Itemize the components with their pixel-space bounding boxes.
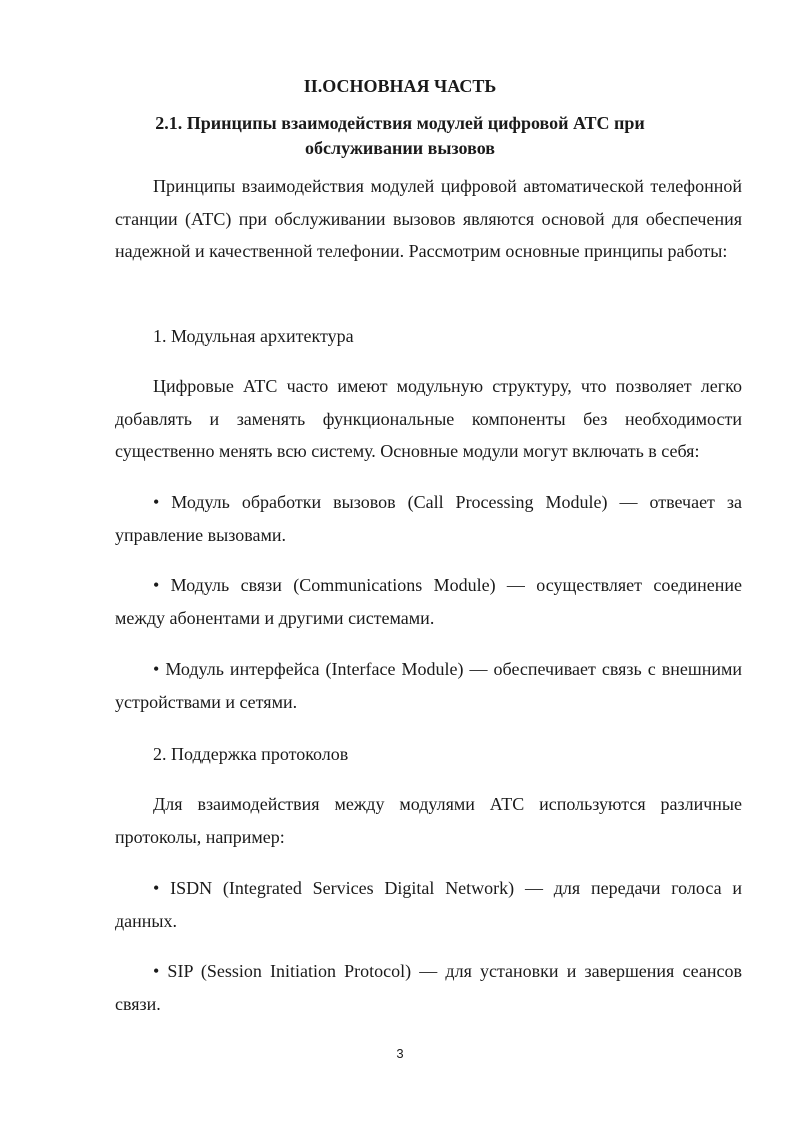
page-number: 3 bbox=[396, 1046, 404, 1061]
subsection-title: 2.1. Принципы взаимодействия модулей цифровой АТС при обслуживании вызовов bbox=[155, 113, 645, 158]
section-title: II.ОСНОВНАЯ ЧАСТЬ bbox=[303, 76, 497, 96]
bullet-call-processing: • Модуль обработки вызовов (Call Processing Module) — отвечает за управление вызовами. bbox=[115, 492, 742, 545]
heading-modular-architecture: 1. Модульная архитектура bbox=[153, 326, 354, 346]
bullet-isdn: • ISDN (Integrated Services Digital Network) — для передачи голоса и данных. bbox=[115, 878, 742, 931]
heading-protocol-support: 2. Поддержка протоколов bbox=[153, 744, 349, 764]
protocols-paragraph: Для взаимодействия между модулями АТС используются различные протоколы, например: bbox=[115, 794, 742, 847]
intro-paragraph: Принципы взаимодействия модулей цифровой автоматической телефонной станции (АТС) при обслуживании вызовов являются основой для обеспечения надежной и качественной телефонии. Рассмотрим основные принципы работы: bbox=[115, 176, 742, 261]
bullet-communications: • Модуль связи (Communications Module) — осуществляет соединение между абонентами и другими системами. bbox=[115, 575, 742, 628]
bullet-interface: • Модуль интерфейса (Interface Module) — обеспечивает связь с внешними устройствами и сетями. bbox=[115, 659, 742, 712]
bullet-sip: • SIP (Session Initiation Protocol) — для установки и завершения сеансов связи. bbox=[115, 961, 742, 1014]
modular-paragraph: Цифровые АТС часто имеют модульную структуру, что позволяет легко добавлять и заменять функциональные компоненты без необходимости существенно менять всю систему. Основные модули могут включать в себя: bbox=[115, 376, 742, 461]
